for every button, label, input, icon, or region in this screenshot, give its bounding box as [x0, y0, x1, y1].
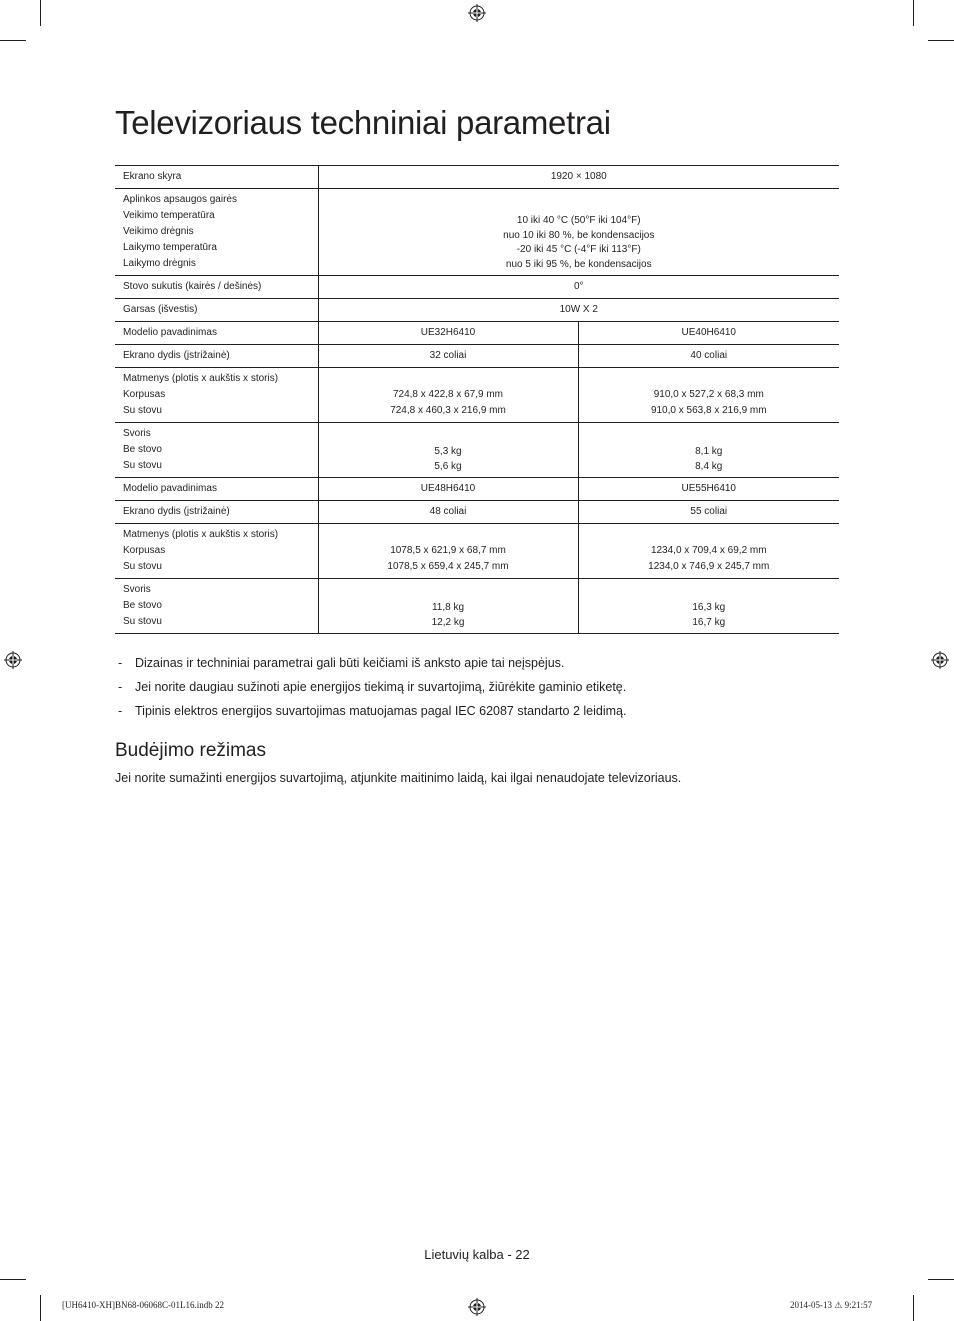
row-value-a: 5,3 kg 5,6 kg	[318, 423, 578, 478]
row-value-a: 724,8 x 422,8 x 67,9 mm 724,8 x 460,3 x 216,9 mm	[318, 368, 578, 423]
notes-list	[115, 655, 839, 727]
page-title: Televizoriaus techniniai parametrai	[115, 104, 611, 141]
table-row	[115, 478, 839, 501]
table-row	[115, 322, 839, 345]
page-number: Lietuvių kalba - 22	[424, 1247, 530, 1262]
row-value-a: 48 coliai	[318, 501, 578, 524]
row-value-b: 55 coliai	[578, 501, 839, 524]
table-row	[115, 299, 839, 322]
section-title-standby: Budėjimo režimas	[115, 740, 266, 761]
spec-table	[115, 165, 839, 634]
crop-mark	[40, 1295, 41, 1321]
table-row	[115, 524, 839, 579]
list-item	[115, 679, 839, 695]
registration-target-icon	[468, 4, 486, 22]
table-row	[115, 368, 839, 423]
table-row	[115, 345, 839, 368]
crop-mark	[928, 40, 954, 41]
print-slug-file: [UH6410-XH]BN68-06068C-01L16.indb 22	[62, 1300, 224, 1310]
row-value-b: 8,1 kg 8,4 kg	[578, 423, 839, 478]
row-value-a: 1078,5 x 621,9 x 68,7 mm 1078,5 x 659,4 x 245,7 mm	[318, 524, 578, 579]
note-text: Jei norite daugiau sužinoti apie energijos tiekimą ir suvartojimą, žiūrėkite gaminio etiketę.	[135, 680, 627, 694]
table-row	[115, 166, 839, 189]
list-dash: -	[118, 680, 123, 694]
row-value-b: UE55H6410	[578, 478, 839, 501]
table-row	[115, 579, 839, 634]
row-value-b: 16,3 kg 16,7 kg	[578, 579, 839, 634]
row-label: Ekrano dydis (įstrižainė)	[115, 501, 318, 524]
row-label: Svoris Be stovo Su stovu	[115, 579, 318, 634]
table-row	[115, 189, 839, 276]
list-item	[115, 655, 839, 671]
row-label: Matmenys (plotis x aukštis x storis) Korpusas Su stovu	[115, 524, 318, 579]
row-value-b: UE40H6410	[578, 322, 839, 345]
registration-target-icon	[931, 651, 949, 669]
row-value: 10W X 2	[318, 299, 839, 322]
list-dash: -	[118, 656, 123, 670]
row-label: Ekrano skyra	[115, 166, 318, 189]
row-value-a: 32 coliai	[318, 345, 578, 368]
crop-mark	[928, 1279, 954, 1280]
standby-text: Jei norite sumažinti energijos suvartojimą, atjunkite maitinimo laidą, kai ilgai nenaudojate televizoriaus.	[115, 771, 682, 785]
row-value: 10 iki 40 °C (50°F iki 104°F) nuo 10 iki 80 %, be kondensacijos -20 iki 45 °C (-4°F iki 113°F) nuo 5 iki 95 %, be kondensacijos	[318, 189, 839, 276]
note-text: Tipinis elektros energijos suvartojimas matuojamas pagal IEC 62087 standarto 2 leidimą.	[135, 704, 627, 718]
row-label: Svoris Be stovo Su stovu	[115, 423, 318, 478]
row-label: Matmenys (plotis x aukštis x storis) Korpusas Su stovu	[115, 368, 318, 423]
table-row	[115, 276, 839, 299]
list-item	[115, 703, 839, 719]
row-label: Ekrano dydis (įstrižainė)	[115, 345, 318, 368]
row-value: 0°	[318, 276, 839, 299]
table-row	[115, 501, 839, 524]
row-value-a: UE32H6410	[318, 322, 578, 345]
note-text: Dizainas ir techniniai parametrai gali būti keičiami iš anksto apie tai neįspėjus.	[135, 656, 565, 670]
crop-mark	[913, 0, 914, 26]
crop-mark	[913, 1295, 914, 1321]
row-label: Modelio pavadinimas	[115, 478, 318, 501]
row-value: 1920 × 1080	[318, 166, 839, 189]
list-dash: -	[118, 704, 123, 718]
table-row	[115, 423, 839, 478]
registration-target-icon	[468, 1298, 486, 1316]
crop-mark	[0, 40, 26, 41]
print-slug-timestamp: 2014-05-13 ⚠ 9:21:57	[790, 1300, 873, 1310]
row-value-b: 1234,0 x 709,4 x 69,2 mm 1234,0 x 746,9 x 245,7 mm	[578, 524, 839, 579]
crop-mark	[0, 1279, 26, 1280]
row-label: Garsas (išvestis)	[115, 299, 318, 322]
row-value-b: 910,0 x 527,2 x 68,3 mm 910,0 x 563,8 x 216,9 mm	[578, 368, 839, 423]
crop-mark	[40, 0, 41, 26]
row-value-b: 40 coliai	[578, 345, 839, 368]
registration-target-icon	[4, 651, 22, 669]
row-label: Stovo sukutis (kairės / dešinės)	[115, 276, 318, 299]
row-value-a: 11,8 kg 12,2 kg	[318, 579, 578, 634]
row-label: Aplinkos apsaugos gairės Veikimo temperatūra Veikimo drėgnis Laikymo temperatūra Laikymo drėgnis	[115, 189, 318, 276]
row-value-a: UE48H6410	[318, 478, 578, 501]
row-label: Modelio pavadinimas	[115, 322, 318, 345]
